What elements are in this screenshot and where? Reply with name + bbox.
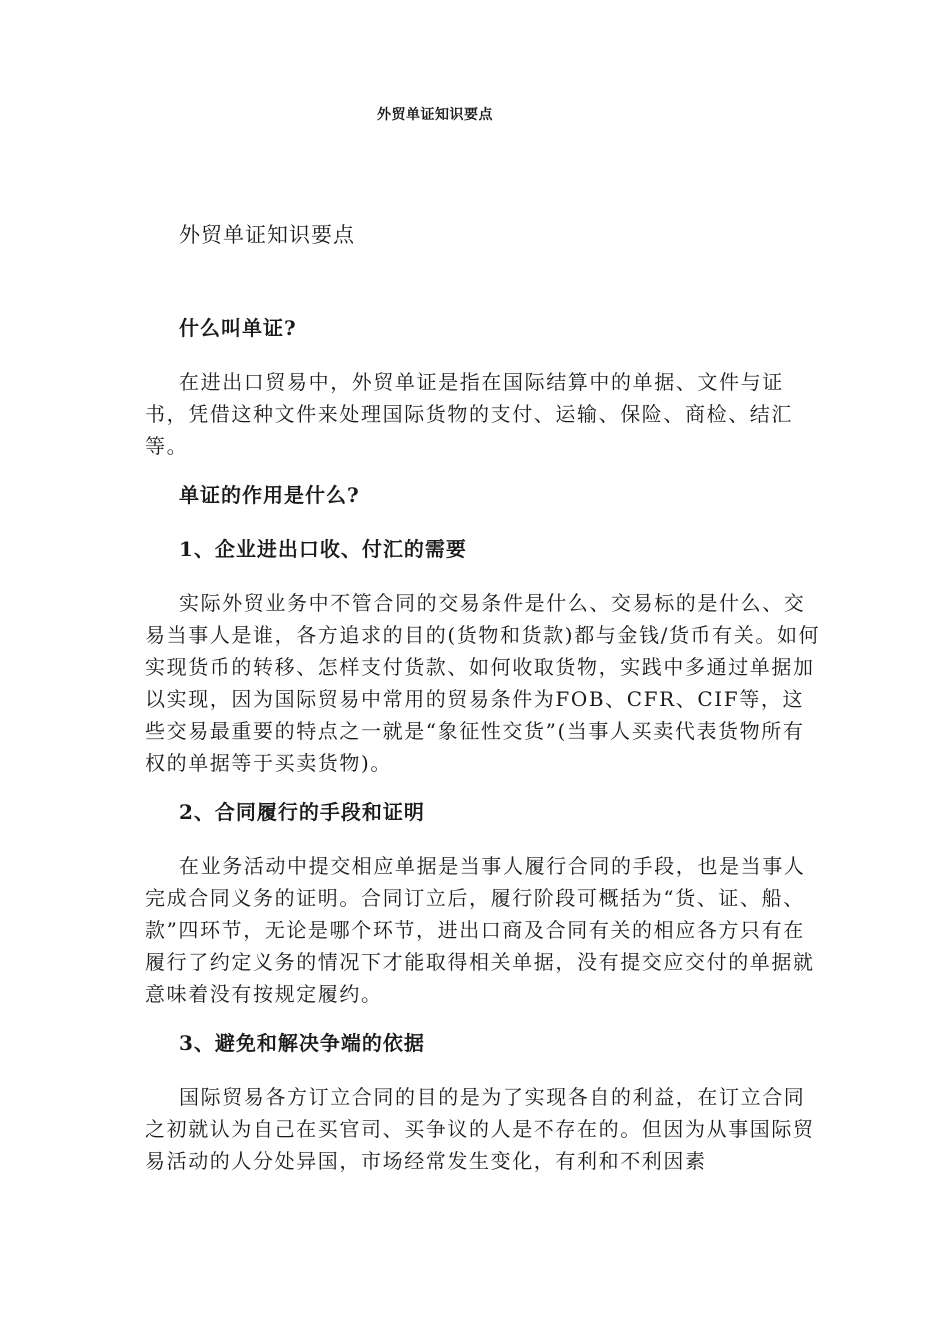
- paragraph-section-2: 在业务活动中提交相应单据是当事人履行合同的手段，也是当事人完成合同义务的证明。合同订立后，履行阶段可概括为“货、证、船、款”四环节，无论是哪个环节，进出口商及合同有关的相应各方只有在履行了约定义务的情况下才能取得相关单据，没有提交应交付的单据就意味着没有按规定履约。: [145, 854, 815, 1006]
- document-title: 外贸单证知识要点: [179, 223, 355, 247]
- heading-section-1: 1、企业进出口收、付汇的需要: [179, 537, 467, 561]
- heading-section-3: 3、避免和解决争端的依据: [179, 1031, 425, 1055]
- paragraph-section-3: 国际贸易各方订立合同的目的是为了实现各自的利益，在订立合同之初就认为自己在买官司、买争议的人是不存在的。但因为从事国际贸易活动的人分处异国，市场经常发生变化，有利和不利因素: [145, 1085, 815, 1173]
- document-body: [145, 218, 825, 1177]
- heading-what-is-document: 什么叫单证?: [179, 316, 297, 340]
- paragraph-section-1: 实际外贸业务中不管合同的交易条件是什么、交易标的是什么、交易当事人是谁，各方追求的目的(货物和货款)都与金钱/货币有关。如何实现货币的转移、怎样支付货款、如何收取货物，实践中多通过单据加以实现，因为国际贸易中常用的贸易条件为FOB、CFR、CIF等，这些交易最重要的特点之一就是“象征性交货”(当事人买卖代表货物所有权的单据等于买卖货物)。: [145, 591, 821, 775]
- heading-section-2: 2、合同履行的手段和证明: [179, 800, 425, 824]
- paragraph-definition: 在进出口贸易中，外贸单证是指在国际结算中的单据、文件与证书，凭借这种文件来处理国际货物的支付、运输、保险、商检、结汇等。: [145, 370, 793, 458]
- heading-document-function: 单证的作用是什么?: [179, 483, 360, 507]
- running-title: 外贸单证知识要点: [377, 107, 493, 123]
